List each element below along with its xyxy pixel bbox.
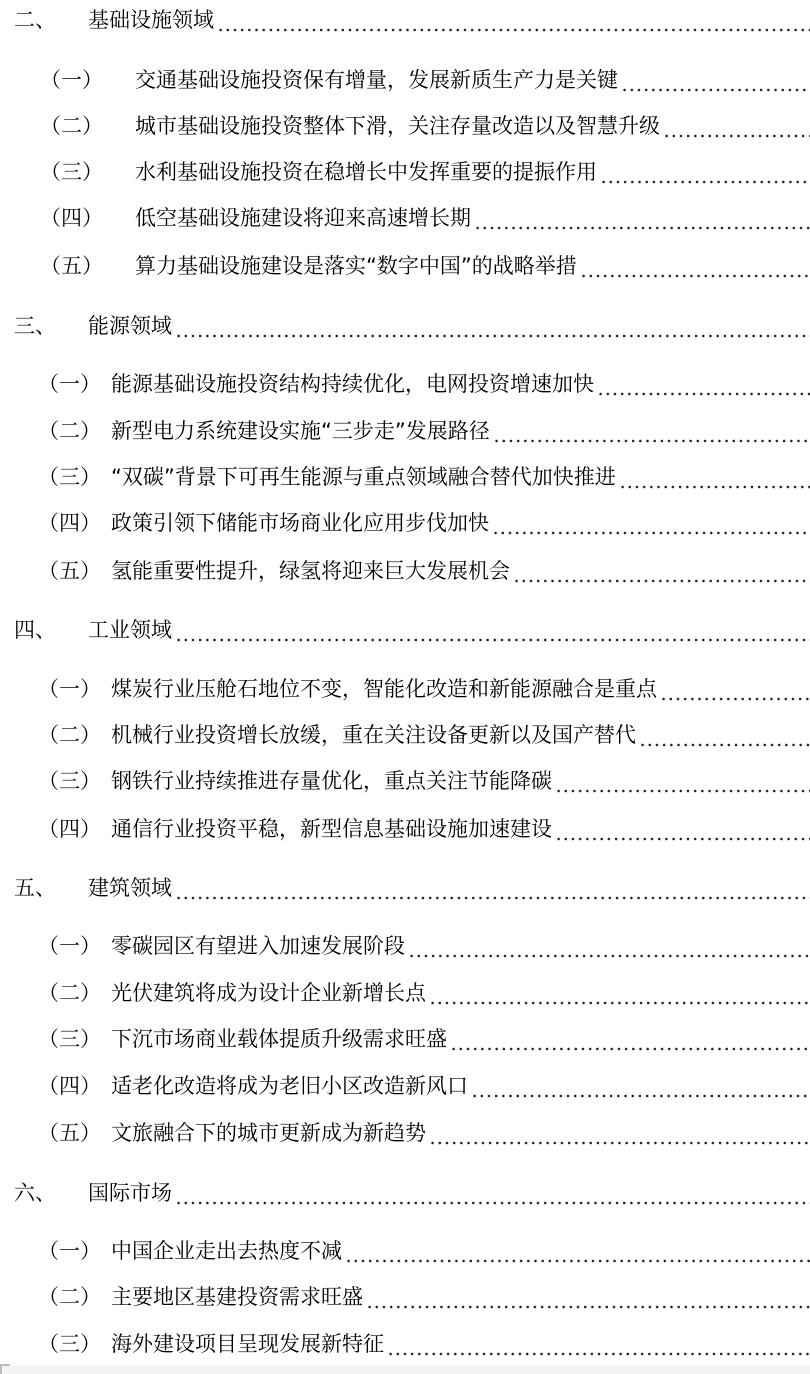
toc-section-entry[interactable] (0, 4, 810, 36)
subsection-title: 煤炭行业压舱石地位不变，智能化改造和新能源融合是重点 (111, 677, 657, 701)
section-title: 基础设施领域 (88, 8, 214, 32)
subsection-title: 算力基础设施建设是落实“数字中国”的战略举措 (135, 254, 577, 278)
subsection-title: 城市基础设施投资整体下滑，关注存量改造以及智慧升级 (135, 114, 660, 138)
subsection-number: （四） (38, 511, 101, 535)
subsection-title: 通信行业投资平稳，新型信息基础设施加速建设 (111, 817, 552, 841)
toc-section-entry[interactable] (0, 310, 810, 342)
subsection-number: （二） (38, 419, 101, 443)
subsection-title: 机械行业投资增长放缓，重在关注设备更新以及国产替代 (111, 723, 636, 747)
dot-leader (175, 614, 810, 646)
toc-subsection-entry[interactable] (0, 64, 810, 96)
subsection-title: 交通基础设施投资保有增量，发展新质生产力是关键 (135, 68, 618, 92)
subsection-number: （一） (40, 68, 103, 92)
toc-subsection-entry[interactable] (0, 1328, 810, 1360)
section-title: 国际市场 (88, 1181, 172, 1205)
subsection-title: 适老化改造将成为老旧小区改造新风口 (111, 1074, 468, 1098)
dot-leader (492, 507, 810, 539)
subsection-title: 水利基础设施投资在稳增长中发挥重要的提振作用 (135, 160, 597, 184)
toc-subsection-entry[interactable] (0, 415, 810, 447)
dot-leader (429, 1117, 810, 1149)
subsection-number: （一） (38, 1239, 101, 1263)
dot-leader (408, 930, 810, 962)
toc-subsection-entry[interactable] (0, 1023, 810, 1055)
dot-leader (366, 1281, 810, 1313)
dot-leader (580, 250, 810, 282)
subsection-number: （三） (38, 769, 101, 793)
subsection-number: （二） (38, 1285, 101, 1309)
dot-leader (175, 872, 810, 904)
subsection-number: （一） (38, 677, 101, 701)
section-title: 工业领域 (88, 618, 172, 642)
toc-subsection-entry[interactable] (0, 156, 810, 188)
subsection-number: （二） (38, 723, 101, 747)
subsection-title: 下沉市场商业载体提质升级需求旺盛 (111, 1027, 447, 1051)
dot-leader (474, 202, 810, 234)
toc-subsection-entry[interactable] (0, 461, 810, 493)
toc-subsection-entry[interactable] (0, 202, 810, 234)
subsection-title: 能源基础设施投资结构持续优化，电网投资增速加快 (111, 372, 594, 396)
subsection-title: 钢铁行业持续推进存量优化，重点关注节能降碳 (111, 769, 552, 793)
section-title: 建筑领域 (88, 876, 172, 900)
subsection-title: 政策引领下储能市场商业化应用步伐加快 (111, 511, 489, 535)
toc-subsection-entry[interactable] (0, 930, 810, 962)
toc-subsection-entry[interactable] (0, 555, 810, 587)
toc-subsection-entry[interactable] (0, 1235, 810, 1267)
toc-section-entry[interactable] (0, 614, 810, 646)
toc-subsection-entry[interactable] (0, 250, 810, 282)
section-number: 四、 (14, 618, 56, 642)
dot-leader (621, 64, 810, 96)
section-title: 能源领域 (88, 314, 172, 338)
subsection-title: 光伏建筑将成为设计企业新增长点 (111, 981, 426, 1005)
toc-subsection-entry[interactable] (0, 1117, 810, 1149)
dot-leader (345, 1235, 810, 1267)
dot-leader (175, 1177, 810, 1209)
subsection-number: （四） (38, 1074, 101, 1098)
page-bottom-edge (0, 1366, 810, 1374)
subsection-title: 主要地区基建投资需求旺盛 (111, 1285, 363, 1309)
dot-leader (555, 813, 810, 845)
subsection-title: 氢能重要性提升，绿氢将迎来巨大发展机会 (111, 559, 510, 583)
toc-subsection-entry[interactable] (0, 1281, 810, 1313)
section-number: 三、 (14, 314, 56, 338)
toc-section-entry[interactable] (0, 872, 810, 904)
dot-leader (429, 977, 810, 1009)
toc-subsection-entry[interactable] (0, 1070, 810, 1102)
subsection-number: （五） (38, 559, 101, 583)
dot-leader (217, 4, 810, 36)
toc-subsection-entry[interactable] (0, 507, 810, 539)
dot-leader (639, 719, 810, 751)
crop-corner-mark (0, 1364, 10, 1374)
subsection-title: 新型电力系统建设实施“三步走”发展路径 (111, 419, 490, 443)
toc-subsection-entry[interactable] (0, 977, 810, 1009)
subsection-title: 低空基础设施建设将迎来高速增长期 (135, 206, 471, 230)
subsection-number: （四） (38, 817, 101, 841)
subsection-number: （五） (40, 254, 103, 278)
subsection-number: （一） (38, 372, 101, 396)
dot-leader (600, 156, 810, 188)
dot-leader (619, 461, 810, 493)
toc-subsection-entry[interactable] (0, 110, 810, 142)
subsection-title: 零碳园区有望进入加速发展阶段 (111, 934, 405, 958)
subsection-title: “双碳”背景下可再生能源与重点领域融合替代加快推进 (111, 465, 616, 489)
subsection-number: （五） (38, 1121, 101, 1145)
toc-subsection-entry[interactable] (0, 673, 810, 705)
dot-leader (663, 110, 810, 142)
dot-leader (450, 1023, 810, 1055)
dot-leader (660, 673, 810, 705)
subsection-number: （二） (38, 981, 101, 1005)
section-number: 六、 (14, 1181, 56, 1205)
subsection-number: （一） (38, 934, 101, 958)
toc-subsection-entry[interactable] (0, 719, 810, 751)
subsection-number: （三） (38, 1332, 101, 1356)
subsection-number: （四） (40, 206, 103, 230)
subsection-title: 文旅融合下的城市更新成为新趋势 (111, 1121, 426, 1145)
toc-subsection-entry[interactable] (0, 368, 810, 400)
dot-leader (175, 310, 810, 342)
subsection-title: 中国企业走出去热度不减 (111, 1239, 342, 1263)
dot-leader (387, 1328, 810, 1360)
subsection-title: 海外建设项目呈现发展新特征 (111, 1332, 384, 1356)
section-number: 二、 (14, 8, 56, 32)
dot-leader (555, 765, 810, 797)
subsection-number: （三） (38, 1027, 101, 1051)
subsection-number: （二） (40, 114, 103, 138)
subsection-number: （三） (38, 465, 101, 489)
toc-subsection-entry[interactable] (0, 813, 810, 845)
dot-leader (471, 1070, 810, 1102)
dot-leader (597, 368, 810, 400)
section-number: 五、 (14, 876, 56, 900)
subsection-number: （三） (40, 160, 103, 184)
dot-leader (493, 415, 810, 447)
dot-leader (513, 555, 810, 587)
toc-section-entry[interactable] (0, 1177, 810, 1209)
toc-subsection-entry[interactable] (0, 765, 810, 797)
